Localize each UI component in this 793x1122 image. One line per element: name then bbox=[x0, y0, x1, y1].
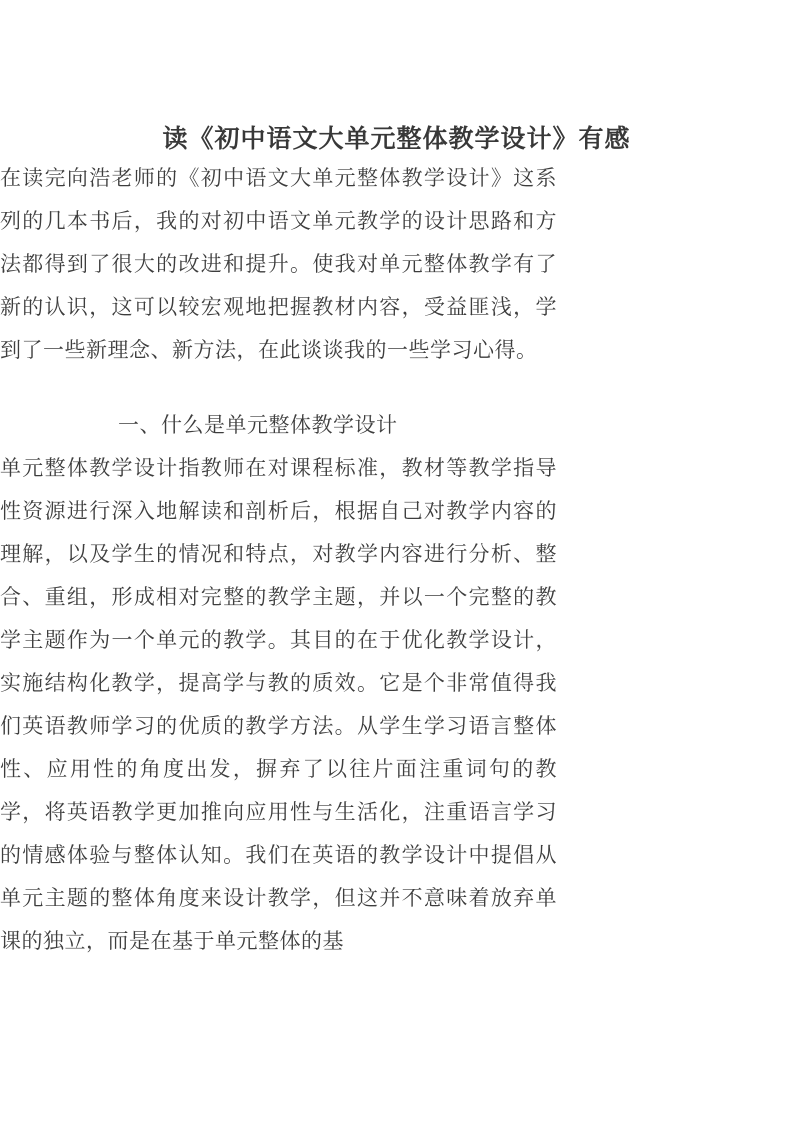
section-heading: 一、什么是单元整体教学设计 bbox=[118, 413, 398, 437]
section-body-paragraph: 单元整体教学设计指教师在对课程标准，教材等教学指导性资源进行深入地解读和剖析后，根据自己对教学内容的理解，以及学生的情况和特点，对教学内容进行分析、整合、重组，形成相对完整的教学主题，并以一个完整的教学主题作为一个单元的教学。其目的在于优化教学设计，实施结构化教学，提高学与教的质效。它是个非常值得我们英语教师学习的优质的教学方法。从学生学习语言整体性、应用性的角度出发，摒弃了以往片面注重词句的教学，将英语教学更加推向应用性与生活化，注重语言学习的情感体验与整体认知。我们在英语的教学设计中提倡从单元主题的整体角度来设计教学，但这并不意味着放弃单课的独立，而是在基于单元整体的基 bbox=[0, 456, 557, 953]
intro-paragraph: 在读完向浩老师的《初中语文大单元整体教学设计》这系列的几本书后，我的对初中语文单元教学的设计思路和方法都得到了很大的改进和提升。使我对单元整体教学有了新的认识，这可以较宏观地把握教材内容，受益匪浅，学到了一些新理念、新方法，在此谈谈我的一些学习心得。 bbox=[0, 166, 557, 362]
document-title: 读《初中语文大单元整体教学设计》有感 bbox=[162, 124, 631, 153]
